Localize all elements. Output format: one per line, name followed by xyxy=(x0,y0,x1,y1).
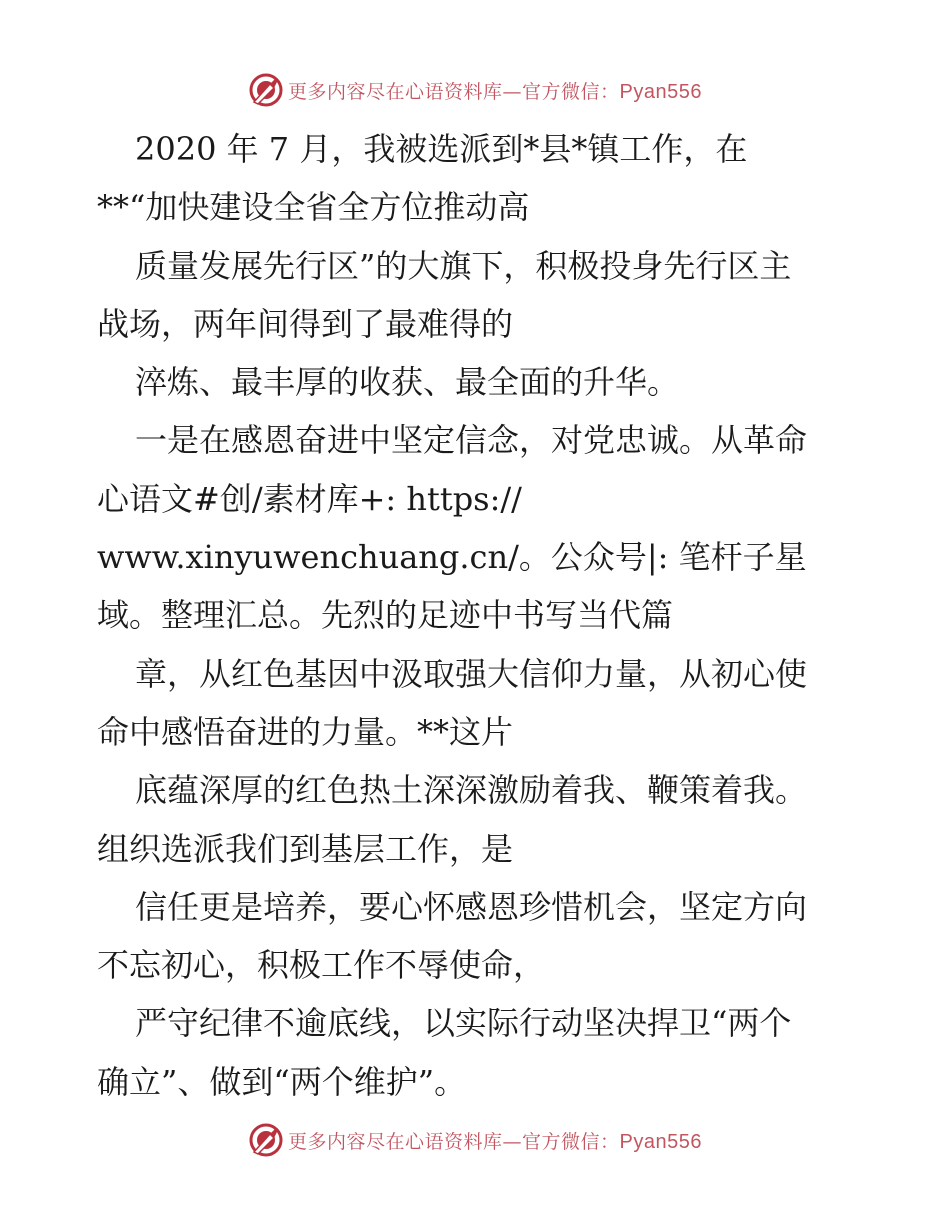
paragraph-line: 心语文#创/素材库+: https:// xyxy=(97,479,522,518)
wechat-id: Pyan556 xyxy=(619,1130,702,1153)
watermark-label: 更多内容尽在心语资料库—官方微信： xyxy=(288,80,620,103)
header-watermark xyxy=(0,70,950,110)
paragraph-line: 2020 年 7 月，我被选派到*县*镇工作，在 xyxy=(135,130,748,168)
paragraph-line: www.xinyuwenchuang.cn/。公众号|: 笔杆子星 xyxy=(97,538,807,577)
paragraph-line: **“加快建设全省全方位推动高 xyxy=(97,188,530,227)
paragraph-line: 域。整理汇总。先烈的足迹中书写当代篇 xyxy=(97,596,674,635)
paragraph-line: 组织选派我们到基层工作，是 xyxy=(97,829,514,868)
document-body xyxy=(97,120,877,1111)
paragraph-line: 确立”、做到“两个维护”。 xyxy=(97,1062,467,1101)
watermark-text xyxy=(288,1127,702,1154)
watermark-label: 更多内容尽在心语资料库—官方微信： xyxy=(288,1130,620,1153)
paragraph-line: 命中感悟奋进的力量。**这片 xyxy=(97,712,514,751)
paragraph-line: 严守纪律不逾底线，以实际行动坚决捍卫“两个 xyxy=(135,1004,792,1043)
paragraph-line: 质量发展先行区”的大旗下，积极投身先行区主 xyxy=(135,246,792,285)
paragraph-line: 信任更是培养，要心怀感恩珍惜机会，坚定方向 xyxy=(135,887,808,926)
watermark-text xyxy=(288,77,702,104)
paragraph-line: 不忘初心，积极工作不辱使命， xyxy=(97,946,546,985)
paragraph-line: 章，从红色基因中汲取强大信仰力量，从初心使 xyxy=(135,654,808,693)
paragraph-line: 一是在感恩奋进中坚定信念，对党忠诚。从革命 xyxy=(135,421,808,460)
paragraph-line: 淬炼、最丰厚的收获、最全面的升华。 xyxy=(135,363,680,402)
footer-watermark xyxy=(0,1120,950,1160)
paragraph-line: 底蕴深厚的红色热土深深激励着我、鞭策着我。 xyxy=(135,771,808,810)
pen-logo-icon xyxy=(248,72,284,108)
paragraph-line: 战场，两年间得到了最难得的 xyxy=(97,304,514,343)
wechat-id: Pyan556 xyxy=(619,80,702,103)
pen-logo-icon xyxy=(248,1122,284,1158)
